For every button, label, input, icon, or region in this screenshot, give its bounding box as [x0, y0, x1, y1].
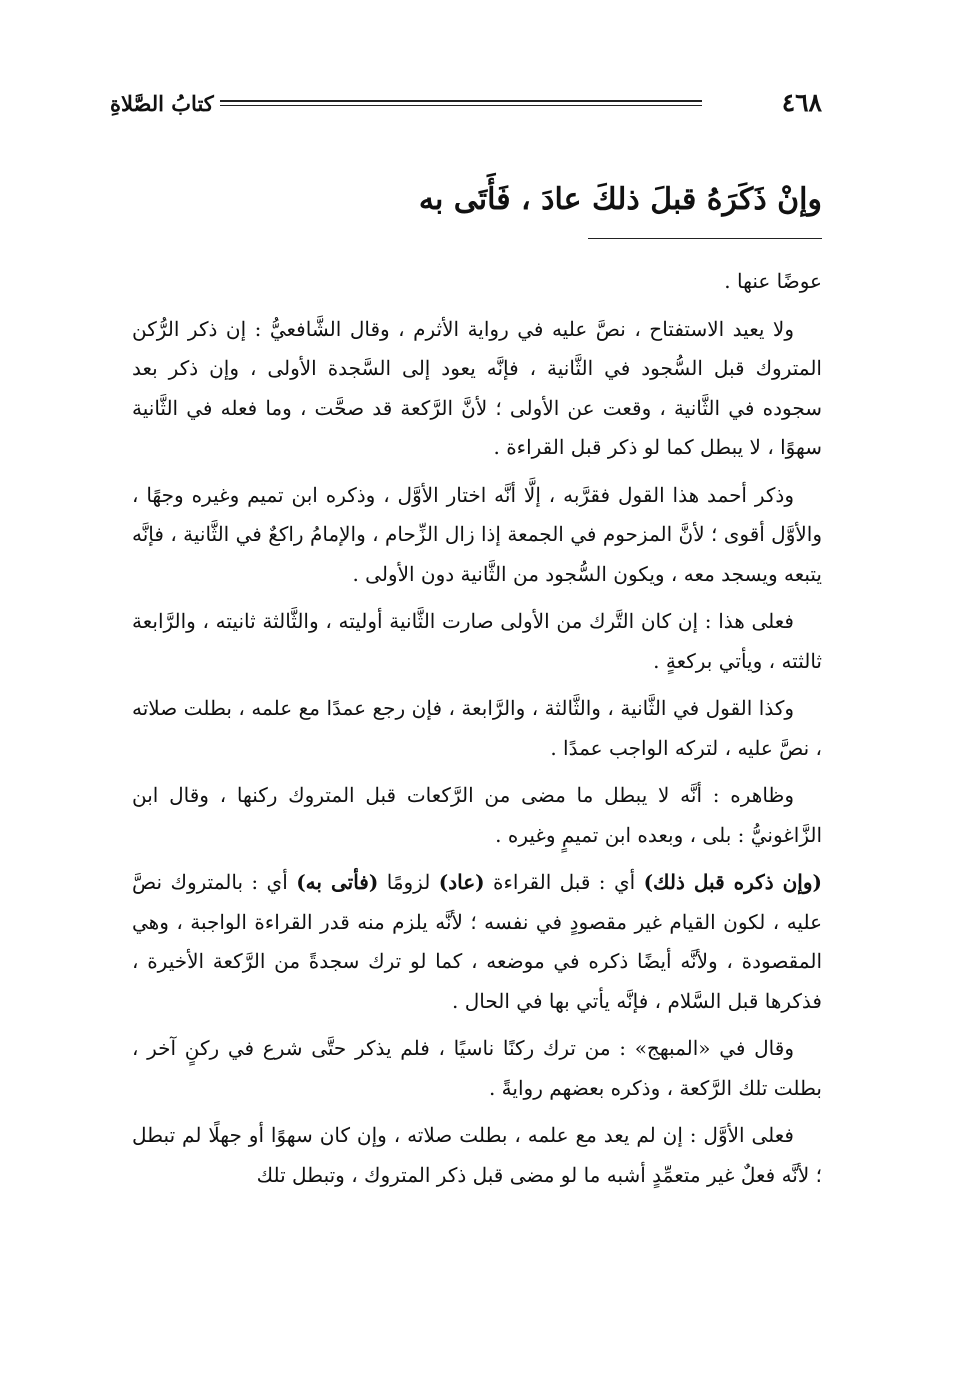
paragraph: فعلى الأوَّل : إن لم يعد مع علمه ، بطلت صلاته ، وإن كان سهوًا أو جهلًا لم تبطل ؛ لأنَّه فعلٌ غير متعمِّدٍ أشبه ما لو مضى قبل ذكر المتروك ، وتبطل تلك: [132, 1123, 822, 1187]
quoted-matn: (فأتى به): [296, 870, 379, 894]
matn-text: وإنْ ذَكَرَهُ قبلَ ذلكَ عادَ ، فَأَتَى به: [418, 182, 822, 217]
page-number: ٤٦٨: [781, 88, 822, 117]
paragraph: وذكر أحمد هذا القول فقرَّبه ، إلَّا أنَّه اختار الأوَّل ، وذكره ابن تميم وغيره وجهًا ، والأوَّل أقوى ؛ لأنَّ المزحوم في الجمعة إذا زال الزِّحام ، والإمامُ راكعٌ في الثَّانية ، فإنَّه يتبعه ويسجد معه ، ويكون السُّجود من الثَّانية دون الأولى .: [132, 482, 822, 586]
commentary-text: أي : بالمتروك نصَّ عليه ، لكون القيام غير مقصودٍ في نفسه ؛ لأنَّه يلزم منه قدر القراءة الواجبة ، وهي المقصودة ، ولأنَّه أيضًا ذكره في موضعه ، كما لو ترك سجدةً من الرَّكعة الأخيرة ، فذكرها قبل السَّلام ، فإنَّه يأتي بها في الحال .: [132, 870, 822, 1013]
paragraph: [132, 863, 822, 1021]
paragraph: وكذا القول في الثَّانية ، والثَّالثة ، والرَّابعة ، فإن رجع عمدًا مع علمه ، بطلت صلاته ، نصَّ عليه ، لتركه الواجب عمدًا .: [132, 696, 822, 760]
paragraph: وظاهره : أنَّه لا يبطل ما مضى من الرَّكعات قبل المتروك ركنها ، وقال ابن الزَّاغونيُّ : بلى ، وبعده ابن تميمٍ وغيره .: [132, 783, 822, 847]
page-header: [110, 88, 822, 128]
matn-rule: [588, 238, 822, 239]
commentary-body: [132, 262, 822, 1203]
quoted-matn: (وإن ذكره قبل ذلك): [643, 870, 822, 894]
quoted-matn: (عاد): [438, 870, 485, 894]
header-rule: [220, 100, 702, 106]
paragraph: فعلى هذا : إن كان التَّرك من الأولى صارت الثَّانية أوليته ، والثَّالثة ثانيته ، والرَّابعة ثالثته ، ويأتي بركعةٍ .: [132, 609, 822, 673]
running-title: كتابُ الصَّلاةِ: [110, 91, 214, 116]
paragraph: عوضًا عنها .: [724, 269, 822, 293]
commentary-text: أي : قبل القراءة: [484, 870, 644, 894]
commentary-text: لزومًا: [378, 870, 439, 894]
paragraph: ولا يعيد الاستفتاح ، نصَّ عليه في رواية الأثرم ، وقال الشَّافعيُّ : إن ذكر الرُّكن المتروك قبل السُّجود في الثَّانية ، فإنَّه يعود إلى السَّجدة الأولى ، وإن ذكر بعد سجوده في الثَّانية ، وقعت عن الأولى ؛ لأنَّ الرَّكعة قد صحَّت ، وما فعله في الثَّانية سهوًا ، لا يبطل كما لو ذكر قبل القراءة .: [132, 316, 822, 459]
paragraph: وقال في «المبهج» : من ترك ركنًا ناسيًا ، فلم يذكر حتَّى شرع في ركنٍ آخر ، بطلت تلك الرَّكعة ، وذكره بعضهم روايةً .: [132, 1036, 822, 1100]
